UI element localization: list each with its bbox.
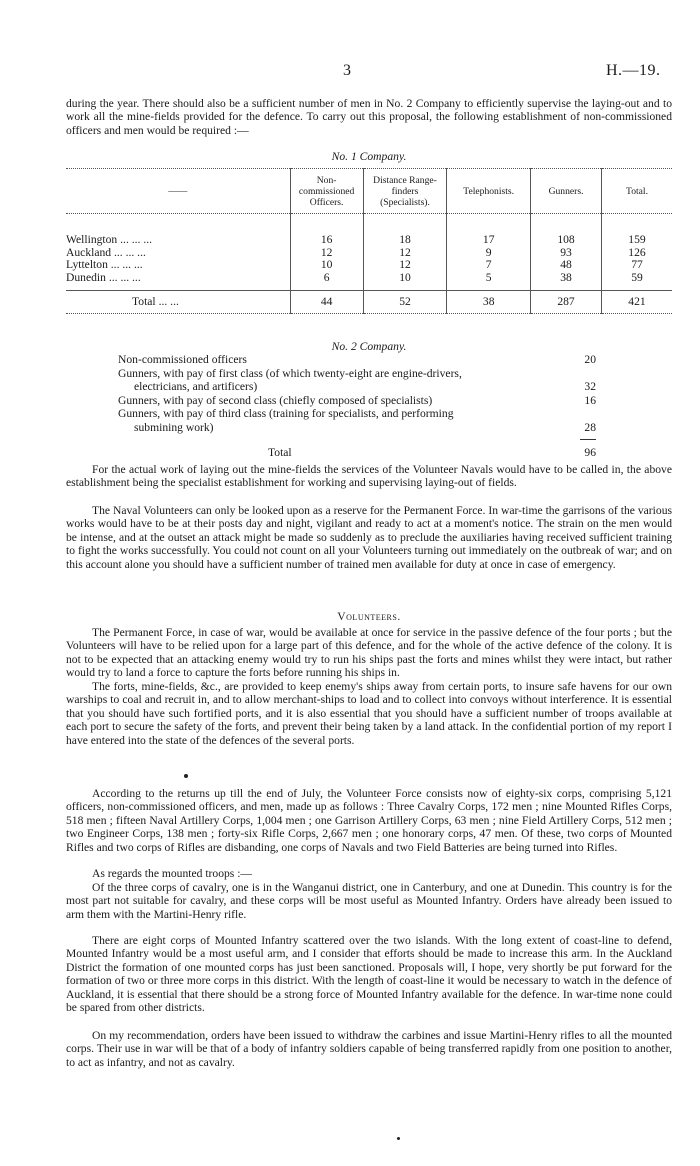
- company-1-table: [66, 168, 672, 314]
- paragraph-mounted-infantry: There are eight corps of Mounted Infantry scattered over the two islands. With the long extent of coast-line to defend, Mounted Infantry would be a most useful arm, and I consider that efforts should be made to increase this arm. In the Auckland District the formation of one mounted corps has just been sanctioned. Proposals will, I hope, very shortly be put forward for the formation of two or three more corps in this district. With the length of coast-line it would be necessary to watch in the defence of Auckland, it is essential that there should be a strong force of Mounted Infantry available for the defence. In war-time none could be spared from other districts.: [66, 934, 672, 1015]
- table-row: Auckland ... ... ... 12 12 9 93 126: [66, 247, 672, 260]
- item-value: 16: [584, 393, 596, 407]
- total-value: 96: [584, 446, 596, 459]
- cell-range: 12: [363, 259, 447, 272]
- cell-tel: 5: [447, 272, 531, 285]
- table-header-place: ——: [66, 169, 290, 214]
- item-label: Non-commissioned officers: [118, 353, 247, 366]
- table-header-nco: Non-commissioned Officers.: [290, 169, 363, 214]
- table-row: Dunedin ... ... ... 6 10 5 38 59: [66, 272, 672, 285]
- total-range: 52: [363, 291, 447, 314]
- cell-total: 77: [602, 259, 673, 272]
- paragraph-returns: According to the returns up till the end of July, the Volunteer Force consists now of eighty-six corps, comprising 5,121 officers, non-commissioned officers, and men, made up as follows : Three Cavalry Corps, 172 men ; nine Mounted Rifles Corps, 518 men ; fifteen Naval Artillery Corps, 1,004 men ; one Garrison Artillery Corps, 63 men ; nine Field Artillery Corps, 512 men ; two Engineer Corps, 138 men ; forty-six Rifle Corps, 2,667 men ; one honorary corps, 47 men. Of these, two corps of Mounted Rifles and two corps of Rifles are disbanding, one corps of Navals and two Field Batteries are being turned into Rifles.: [66, 787, 672, 854]
- cell-gunners: 93: [531, 247, 602, 260]
- item-value: 28: [584, 420, 596, 434]
- cell-nco: 10: [290, 259, 363, 272]
- row-place: Wellington: [66, 233, 118, 246]
- table-header-row: [66, 169, 672, 214]
- document-reference: H.—19.: [606, 62, 661, 79]
- paragraph-naval-volunteers: The Naval Volunteers can only be looked upon as a reserve for the Permanent Force. In war-time the garrisons of the various works would have to be at their posts day and night, vigilant and ready to act at a moment's notice. The strain on the men would be intense, and at the outset an attack might be made so suddenly as to preclude the auxiliaries having received sufficient training to fight the works successfully. You could not count on all your Volunteers turning out immediately on the outbreak of war; and on this account alone you should have a sufficient number of trained men available for duty at once in case of emergency.: [66, 504, 672, 571]
- paragraph-permanent-force: The Permanent Force, in case of war, would be available at once for service in the passive defence of the four ports ; but the Volunteers will have to be relied upon for a large part of this defence, and for the whole of the active defence of the colony. It is not to be expected that an attacking enemy would try to run his ships past the forts and mines whilst they were intact, but rather would try to land a force to capture the forts before running his ships in.: [66, 626, 672, 680]
- paragraph-recommendation: On my recommendation, orders have been issued to withdraw the carbines and issue Martini-Henry rifles to all the mounted corps. Their use in war will be that of a body of infantry soldiers capable of being transferred rapidly from one position to another, to act as infantry, and not as cavalry.: [66, 1029, 672, 1069]
- paragraph-cavalry: Of the three corps of cavalry, one is in the Wanganui district, one in Canterbury, and one at Dunedin. This country is for the most part not suitable for cavalry, and these corps will be most useful as Mounted Infantry. Orders have already been issued to arm them with the Martini-Henry rifle.: [66, 881, 672, 921]
- cell-range: 18: [363, 234, 447, 247]
- cell-tel: 9: [447, 247, 531, 260]
- company-2-total: [118, 446, 596, 460]
- paragraph-mounted-troops: As regards the mounted troops :—: [92, 867, 253, 880]
- table-row: Lyttelton ... ... ... 10 12 7 48 77: [66, 259, 672, 272]
- cell-nco: 6: [290, 272, 363, 285]
- table-header-gunners: Gunners.: [531, 169, 602, 214]
- total-label: Total: [132, 295, 156, 309]
- table-header-range-finders: Distance Range-finders (Specialists).: [363, 169, 447, 214]
- total-label: Total: [268, 446, 292, 459]
- paragraph-mine-fields: For the actual work of laying out the mine-fields the services of the Volunteer Navals would have to be called in, the above establishment being the specialist establishment for working and supervising laying-out of fields.: [66, 463, 672, 490]
- row-place: Auckland: [66, 245, 112, 259]
- cell-gunners: 38: [531, 272, 602, 285]
- item-label-continued: electricians, and artificers): [134, 380, 258, 393]
- total-total: 421: [602, 291, 673, 314]
- cell-total: 59: [602, 272, 673, 285]
- item-label: Gunners, with pay of third class (training for specialists, and performing: [118, 407, 454, 420]
- item-label-continued: submining work): [134, 420, 214, 434]
- total-tel: 38: [447, 291, 531, 314]
- row-place: Dunedin: [66, 270, 106, 284]
- cell-gunners: 108: [531, 234, 602, 247]
- cell-tel: 7: [447, 259, 531, 272]
- total-rule: [580, 439, 596, 440]
- page-number: 3: [343, 62, 351, 79]
- item-label: Gunners, with pay of first class (of which twenty-eight are engine-drivers,: [118, 366, 462, 380]
- ink-mark: [397, 1137, 400, 1140]
- cell-tel: 17: [447, 234, 531, 247]
- cell-total: 159: [602, 234, 673, 247]
- company-2-list: [118, 353, 596, 434]
- list-item: [118, 407, 596, 434]
- company-1-heading: No. 1 Company.: [331, 150, 407, 163]
- list-item: [118, 367, 596, 394]
- total-nco: 44: [290, 291, 363, 314]
- cell-gunners: 48: [531, 259, 602, 272]
- ink-mark: [184, 774, 188, 778]
- item-label: Gunners, with pay of second class (chiefly composed of specialists): [118, 393, 433, 407]
- table-row: Wellington ... ... ... 16 18 17 108 159: [66, 234, 672, 247]
- table-header-telephonists: Telephonists.: [447, 169, 531, 214]
- list-item: [118, 394, 596, 408]
- intro-paragraph: during the year. There should also be a sufficient number of men in No. 2 Company to efficiently supervise the laying-out and to work all the mine-fields provided for the defence. To carry out this proposal, the following establishment of non-commissioned officers and men would be required :—: [66, 97, 672, 137]
- cell-range: 12: [363, 247, 447, 260]
- cell-nco: 12: [290, 247, 363, 260]
- cell-range: 10: [363, 272, 447, 285]
- total-gunners: 287: [531, 291, 602, 314]
- volunteers-heading: Volunteers.: [337, 610, 401, 623]
- row-place: Lyttelton: [66, 258, 108, 272]
- company-2-heading: No. 2 Company.: [331, 340, 407, 353]
- paragraph-forts: The forts, mine-fields, &c., are provided to keep enemy's ships away from certain ports, to insure safe havens for our own warships to coal and recruit in, and to allow merchant-ships to load and to collect into convoys without interference. It is essential that you should have such fortified ports, and it is also essential that you should have a sufficient number of troops available at each port to secure the safety of the forts, and prevent their being taken by a land attack. In the confidential portion of my report I have entered into the state of the defences of the several ports.: [66, 680, 672, 747]
- item-value: 32: [584, 380, 596, 393]
- cell-total: 126: [602, 247, 673, 260]
- cell-nco: 16: [290, 234, 363, 247]
- table-total-row: Total ... ... 44 52 38 287 421: [66, 291, 672, 314]
- list-item: [118, 353, 596, 367]
- table-header-total: Total.: [602, 169, 673, 214]
- item-value: 20: [584, 353, 596, 366]
